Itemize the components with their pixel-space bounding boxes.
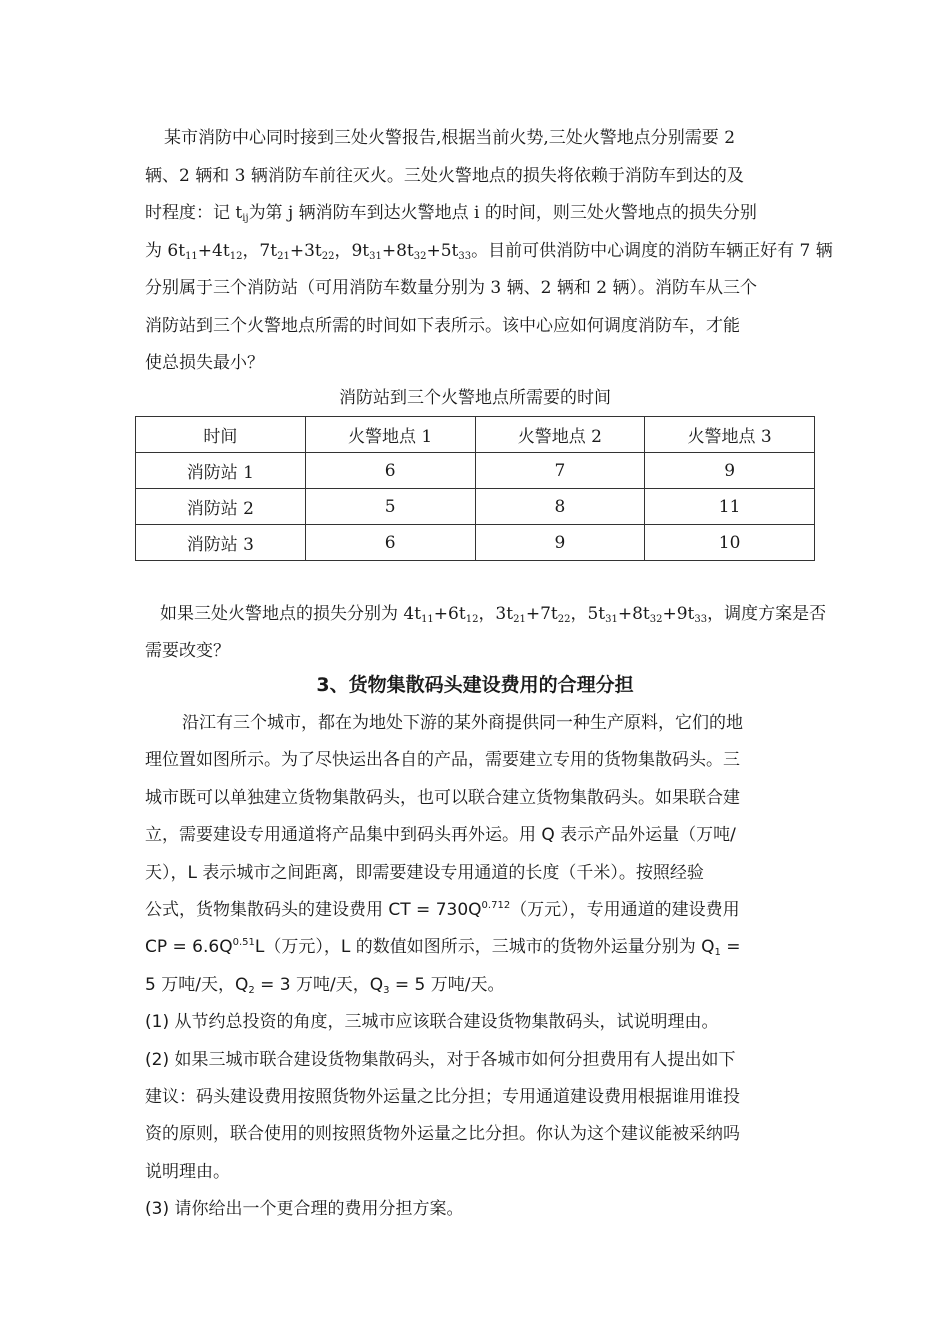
question-2-line-1: (2) 如果三城市联合建设货物集散码头，对于各城市如何分担费用有人提出如下 xyxy=(145,1049,736,1070)
table-row xyxy=(136,489,815,525)
text-run: 5 万吨/天，Q xyxy=(145,974,249,995)
problem-line-2: 辆、2 辆和 3 辆消防车前往灭火。三处火警地点的损失将依赖于消防车到达的及 xyxy=(145,165,744,186)
table-cell: 7 xyxy=(475,453,645,489)
text-run: +8t xyxy=(381,240,414,261)
text-run: ，5t xyxy=(570,604,606,624)
table-cell: 消防站 3 xyxy=(136,525,306,561)
table-header-cell: 火警地点 3 xyxy=(645,417,815,453)
question-2-line-2: 建议：码头建设费用按照货物外运量之比分担；专用通道建设费用根据谁用谁投 xyxy=(145,1087,740,1108)
section-body xyxy=(145,705,810,1229)
text-run: （万元），专用通道的建设费用 xyxy=(510,900,740,921)
subscript: 33 xyxy=(694,614,708,625)
text-run: +3t xyxy=(289,240,322,261)
section-line-2: 理位置如图所示。为了尽快运出各自的产品，需要建立专用的货物集散码头。三 xyxy=(145,750,740,771)
problem-paragraph xyxy=(145,120,833,383)
problem-line-7: 使总损失最小？ xyxy=(145,353,264,373)
section-line-3: 城市既可以单独建立货物集散码头，也可以联合建立货物集散码头。如果联合建 xyxy=(145,787,740,808)
table-cell: 9 xyxy=(645,453,815,489)
text-run: +5t xyxy=(426,240,459,261)
table-cell: 5 xyxy=(305,489,475,525)
subscript: 33 xyxy=(458,250,472,262)
table-header-cell: 火警地点 2 xyxy=(475,417,645,453)
text-run: = 3 万吨/天，Q xyxy=(254,974,384,995)
text-run: 为 6t xyxy=(145,240,186,261)
followup-paragraph xyxy=(145,596,827,670)
text-run: ，调度方案是否 xyxy=(707,604,827,624)
subscript: 2 xyxy=(248,984,255,996)
table-caption: 消防站到三个火警地点所需要的时间 xyxy=(339,388,611,408)
question-2-line-4: 说明理由。 xyxy=(145,1161,230,1182)
section-line-6 xyxy=(145,892,810,929)
problem-line-5: 分别属于三个消防站（可用消防车数量分别为 3 辆、2 辆和 2 辆）。消防车从三个 xyxy=(145,278,757,298)
table-cell: 8 xyxy=(475,489,645,525)
table-cell: 消防站 2 xyxy=(136,489,306,525)
text-run: ，3t xyxy=(478,604,514,624)
subscript: 12 xyxy=(465,614,479,625)
text-run: +9t xyxy=(662,604,695,624)
subscript: 32 xyxy=(649,614,663,625)
text-run: = 5 万吨/天。 xyxy=(389,974,505,995)
text-run: 为第 j 辆消防车到达火警地点 i 的时间，则三处火警地点的损失分别 xyxy=(248,203,757,223)
text-run: L（万元），L 的数值如图所示，三城市的货物外运量分别为 Q xyxy=(254,937,715,958)
subscript: 22 xyxy=(321,250,335,262)
text-run: +6t xyxy=(433,604,466,624)
subscript: 22 xyxy=(557,614,571,625)
text-run: 时程度：记 t xyxy=(145,203,243,223)
time-table xyxy=(135,416,815,561)
text-run: +4t xyxy=(197,240,230,261)
problem-line-1: 某市消防中心同时接到三处火警报告,根据当前火势,三处火警地点分别需要 2 xyxy=(164,128,736,148)
section-line-1: 沿江有三个城市，都在为地处下游的某外商提供同一种生产原料，它们的地 xyxy=(182,713,743,733)
text-run: 。目前可供消防中心调度的消防车辆正好有 7 辆 xyxy=(471,240,833,261)
table-cell: 6 xyxy=(305,525,475,561)
text-run: +8t xyxy=(617,604,650,624)
text-run: +7t xyxy=(525,604,558,624)
text-run: ，7t xyxy=(242,240,278,261)
subscript: 32 xyxy=(413,250,427,262)
section-line-8 xyxy=(145,967,810,1004)
followup-line-1 xyxy=(145,596,827,633)
followup-line-2: 需要改变？ xyxy=(145,641,230,661)
text-run: = xyxy=(720,937,741,958)
section-line-5: 天），L 表示城市之间距离，即需要建设专用通道的长度（千米）。按照经验 xyxy=(145,862,704,883)
section-heading: 3、货物集散码头建设费用的合理分担 xyxy=(316,674,634,696)
question-2-line-3: 资的原则，联合使用的则按照货物外运量之比分担。你认为这个建议能被采纳吗 xyxy=(145,1124,740,1145)
superscript: 0.51 xyxy=(232,937,255,949)
problem-line-3 xyxy=(145,195,807,233)
subscript: 21 xyxy=(513,614,526,625)
table-header-cell: 时间 xyxy=(136,417,306,453)
section-line-7 xyxy=(145,929,810,966)
table-cell: 11 xyxy=(645,489,815,525)
subscript: 1 xyxy=(714,947,721,959)
problem-line-6: 消防站到三个火警地点所需的时间如下表所示。该中心应如何调度消防车，才能 xyxy=(145,315,740,336)
subscript: 12 xyxy=(229,250,243,262)
table-cell: 消防站 1 xyxy=(136,453,306,489)
question-3: (3) 请你给出一个更合理的费用分担方案。 xyxy=(145,1199,464,1220)
table-header-row xyxy=(136,417,815,453)
superscript: 0.712 xyxy=(481,900,511,912)
subscript: ij xyxy=(242,213,249,224)
subscript: 11 xyxy=(421,614,434,625)
table-cell: 6 xyxy=(305,453,475,489)
text-run: 公式，货物集散码头的建设费用 CT = 730Q xyxy=(145,900,482,921)
table-header-cell: 火警地点 1 xyxy=(305,417,475,453)
subscript: 21 xyxy=(277,250,290,262)
subscript: 11 xyxy=(185,250,198,262)
text-run: 如果三处火警地点的损失分别为 4t xyxy=(160,604,422,624)
text-run: CP = 6.6Q xyxy=(145,937,233,958)
subscript: 31 xyxy=(605,614,618,625)
problem-line-4 xyxy=(145,233,833,271)
text-run: ，9t xyxy=(334,240,370,261)
section-line-4: 立，需要建设专用通道将产品集中到码头再外运。用 Q 表示产品外运量（万吨/ xyxy=(145,825,736,846)
subscript: 3 xyxy=(383,984,390,996)
question-1: (1) 从节约总投资的角度，三城市应该联合建设货物集散码头，试说明理由。 xyxy=(145,1012,719,1033)
table-cell: 10 xyxy=(645,525,815,561)
table-row xyxy=(136,525,815,561)
table-row xyxy=(136,453,815,489)
subscript: 31 xyxy=(369,250,382,262)
table-cell: 9 xyxy=(475,525,645,561)
